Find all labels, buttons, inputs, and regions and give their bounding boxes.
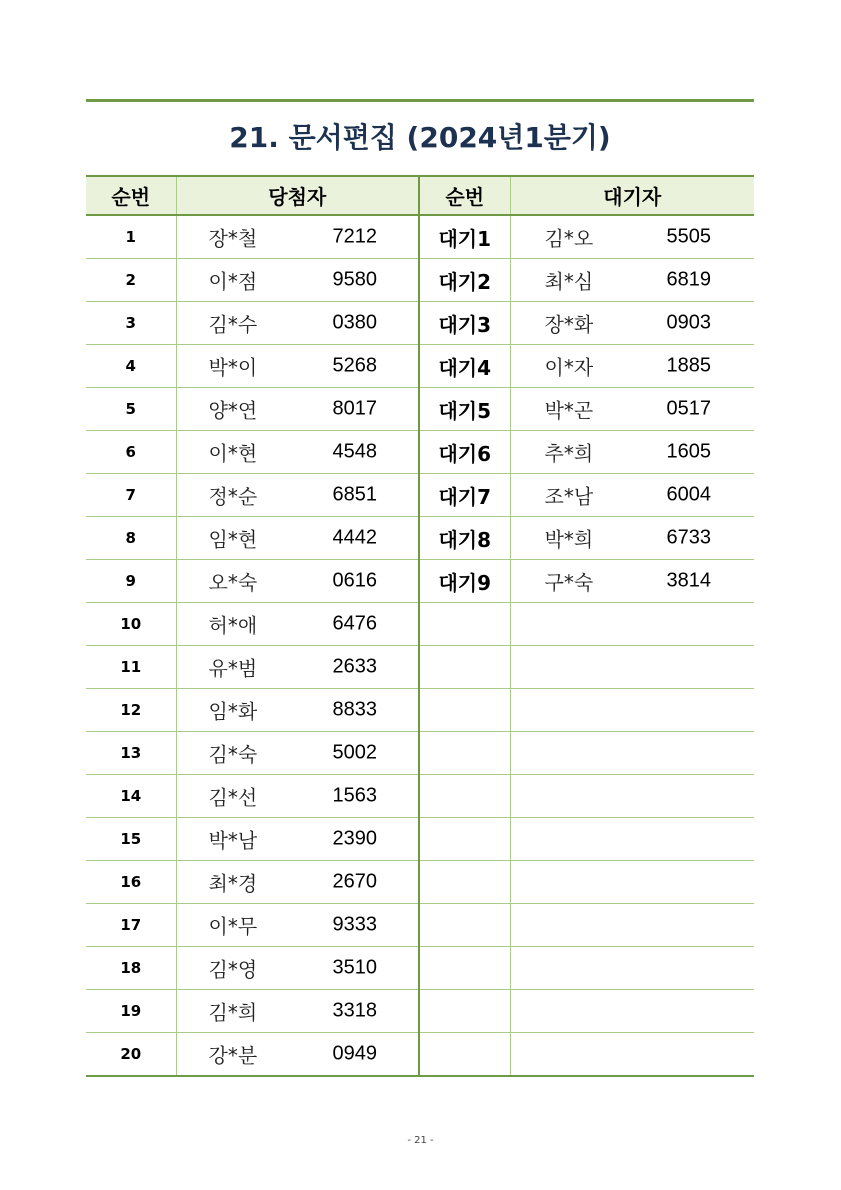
wait-rank-cell <box>419 1033 510 1077</box>
waitlist-cell <box>510 1033 754 1077</box>
rank-cell: 8 <box>86 517 176 560</box>
waitlist-name: 구*숙 <box>544 570 594 595</box>
header-waitlist: 대기자 <box>510 176 754 215</box>
winner-cell <box>176 560 419 603</box>
wait-rank-cell <box>419 818 510 861</box>
wait-rank-cell <box>419 904 510 947</box>
waitlist-cell <box>510 818 754 861</box>
winner-cell <box>176 818 419 861</box>
rank-cell: 13 <box>86 732 176 775</box>
waitlist-name: 박*희 <box>544 527 594 552</box>
waitlist-cell <box>510 345 754 388</box>
winner-name: 이*점 <box>208 269 258 294</box>
winner-cell <box>176 646 419 689</box>
winner-name: 양*연 <box>208 398 258 423</box>
winner-code: 0380 <box>332 311 377 334</box>
rank-cell: 18 <box>86 947 176 990</box>
header-rank: 순번 <box>86 176 176 215</box>
winner-code: 3318 <box>332 999 377 1022</box>
table-row <box>86 388 754 431</box>
winner-name: 유*범 <box>208 656 258 681</box>
waitlist-cell <box>510 603 754 646</box>
winner-code: 4548 <box>332 440 377 463</box>
table-row <box>86 775 754 818</box>
waitlist-cell <box>510 861 754 904</box>
winner-code: 7212 <box>332 225 377 248</box>
waitlist-cell <box>510 904 754 947</box>
winner-name: 김*수 <box>208 312 258 337</box>
waitlist-cell <box>510 646 754 689</box>
winner-name: 허*애 <box>208 613 258 638</box>
winner-cell <box>176 990 419 1033</box>
winner-code: 1563 <box>332 784 377 807</box>
rank-cell: 3 <box>86 302 176 345</box>
wait-rank-cell: 대기7 <box>419 474 510 517</box>
winner-code: 3510 <box>332 956 377 979</box>
waitlist-name: 추*희 <box>544 441 594 466</box>
winner-code: 2670 <box>332 870 377 893</box>
winner-name: 김*희 <box>208 1000 258 1025</box>
waitlist-cell <box>510 732 754 775</box>
winner-cell <box>176 689 419 732</box>
waitlist-cell <box>510 302 754 345</box>
table-row <box>86 259 754 302</box>
table-row <box>86 646 754 689</box>
winner-cell <box>176 302 419 345</box>
winner-code: 4442 <box>332 526 377 549</box>
winner-cell <box>176 474 419 517</box>
winner-cell <box>176 732 419 775</box>
waitlist-code: 5505 <box>666 225 711 248</box>
winner-cell <box>176 603 419 646</box>
rank-cell: 14 <box>86 775 176 818</box>
wait-rank-cell <box>419 861 510 904</box>
winner-cell <box>176 947 419 990</box>
table-row <box>86 215 754 259</box>
waitlist-cell <box>510 474 754 517</box>
waitlist-code: 1885 <box>666 354 711 377</box>
waitlist-cell <box>510 947 754 990</box>
table-row <box>86 603 754 646</box>
winner-name: 이*현 <box>208 441 258 466</box>
table-row <box>86 689 754 732</box>
table-row <box>86 517 754 560</box>
rank-cell: 20 <box>86 1033 176 1077</box>
winner-cell <box>176 775 419 818</box>
winner-code: 0949 <box>332 1042 377 1065</box>
table-row <box>86 560 754 603</box>
waitlist-name: 이*자 <box>544 355 594 380</box>
winner-code: 0616 <box>332 569 377 592</box>
winner-name: 강*분 <box>208 1043 258 1068</box>
waitlist-name: 최*심 <box>544 269 594 294</box>
table-row <box>86 818 754 861</box>
rank-cell: 16 <box>86 861 176 904</box>
table-header-row <box>86 176 754 215</box>
winner-name: 박*이 <box>208 355 258 380</box>
results-table <box>86 175 754 1077</box>
winner-name: 정*순 <box>208 484 258 509</box>
waitlist-cell <box>510 990 754 1033</box>
rank-cell: 4 <box>86 345 176 388</box>
waitlist-cell <box>510 259 754 302</box>
winner-cell <box>176 431 419 474</box>
table-row <box>86 990 754 1033</box>
winner-code: 9333 <box>332 913 377 936</box>
waitlist-cell <box>510 517 754 560</box>
winner-name: 임*화 <box>208 699 258 724</box>
rank-cell: 10 <box>86 603 176 646</box>
wait-rank-cell: 대기5 <box>419 388 510 431</box>
wait-rank-cell <box>419 603 510 646</box>
wait-rank-cell <box>419 775 510 818</box>
wait-rank-cell: 대기4 <box>419 345 510 388</box>
page-title: 21. 문서편집 (2024년1분기) <box>229 121 611 154</box>
winner-cell <box>176 259 419 302</box>
winner-name: 김*숙 <box>208 742 258 767</box>
winner-name: 오*숙 <box>208 570 258 595</box>
winner-name: 장*철 <box>208 226 258 251</box>
waitlist-code: 1605 <box>666 440 711 463</box>
waitlist-code: 0517 <box>666 397 711 420</box>
winner-code: 8017 <box>332 397 377 420</box>
wait-rank-cell: 대기2 <box>419 259 510 302</box>
waitlist-name: 박*곤 <box>544 398 594 423</box>
winner-code: 9580 <box>332 268 377 291</box>
rank-cell: 1 <box>86 215 176 259</box>
winner-code: 5002 <box>332 741 377 764</box>
wait-rank-cell <box>419 990 510 1033</box>
winner-cell <box>176 861 419 904</box>
waitlist-cell <box>510 215 754 259</box>
wait-rank-cell: 대기9 <box>419 560 510 603</box>
winner-name: 임*현 <box>208 527 258 552</box>
wait-rank-cell: 대기1 <box>419 215 510 259</box>
winner-code: 2633 <box>332 655 377 678</box>
winner-code: 5268 <box>332 354 377 377</box>
winner-name: 최*경 <box>208 871 258 896</box>
winner-name: 이*무 <box>208 914 258 939</box>
waitlist-name: 조*남 <box>544 484 594 509</box>
rank-cell: 11 <box>86 646 176 689</box>
winner-cell <box>176 517 419 560</box>
rank-cell: 17 <box>86 904 176 947</box>
waitlist-cell <box>510 560 754 603</box>
winner-cell <box>176 215 419 259</box>
wait-rank-cell: 대기3 <box>419 302 510 345</box>
waitlist-code: 6819 <box>666 268 711 291</box>
winner-cell <box>176 388 419 431</box>
rank-cell: 12 <box>86 689 176 732</box>
top-rule <box>86 99 754 102</box>
wait-rank-cell <box>419 689 510 732</box>
wait-rank-cell: 대기6 <box>419 431 510 474</box>
wait-rank-cell <box>419 947 510 990</box>
wait-rank-cell <box>419 732 510 775</box>
waitlist-cell <box>510 775 754 818</box>
waitlist-code: 3814 <box>666 569 711 592</box>
winner-cell <box>176 1033 419 1077</box>
waitlist-name: 장*화 <box>544 312 594 337</box>
table-row <box>86 431 754 474</box>
wait-rank-cell: 대기8 <box>419 517 510 560</box>
table-row <box>86 732 754 775</box>
waitlist-code: 0903 <box>666 311 711 334</box>
winner-code: 6851 <box>332 483 377 506</box>
waitlist-cell <box>510 431 754 474</box>
waitlist-code: 6004 <box>666 483 711 506</box>
winner-code: 8833 <box>332 698 377 721</box>
table-row <box>86 904 754 947</box>
table-row <box>86 1033 754 1077</box>
rank-cell: 9 <box>86 560 176 603</box>
wait-rank-cell <box>419 646 510 689</box>
rank-cell: 7 <box>86 474 176 517</box>
page-number: - 21 - <box>407 1135 434 1146</box>
table-row <box>86 345 754 388</box>
table-row <box>86 474 754 517</box>
rank-cell: 2 <box>86 259 176 302</box>
table-row <box>86 861 754 904</box>
winner-name: 김*영 <box>208 957 258 982</box>
table-row <box>86 302 754 345</box>
rank-cell: 5 <box>86 388 176 431</box>
winner-code: 2390 <box>332 827 377 850</box>
winner-cell <box>176 904 419 947</box>
table-row <box>86 947 754 990</box>
winner-name: 박*남 <box>208 828 258 853</box>
header-winners: 당첨자 <box>176 176 419 215</box>
header-wait-rank: 순번 <box>419 176 510 215</box>
winner-cell <box>176 345 419 388</box>
waitlist-code: 6733 <box>666 526 711 549</box>
winner-code: 6476 <box>332 612 377 635</box>
rank-cell: 6 <box>86 431 176 474</box>
winner-name: 김*선 <box>208 785 258 810</box>
rank-cell: 19 <box>86 990 176 1033</box>
waitlist-cell <box>510 689 754 732</box>
waitlist-cell <box>510 388 754 431</box>
rank-cell: 15 <box>86 818 176 861</box>
waitlist-name: 김*오 <box>544 226 594 251</box>
table-body <box>86 215 754 1076</box>
